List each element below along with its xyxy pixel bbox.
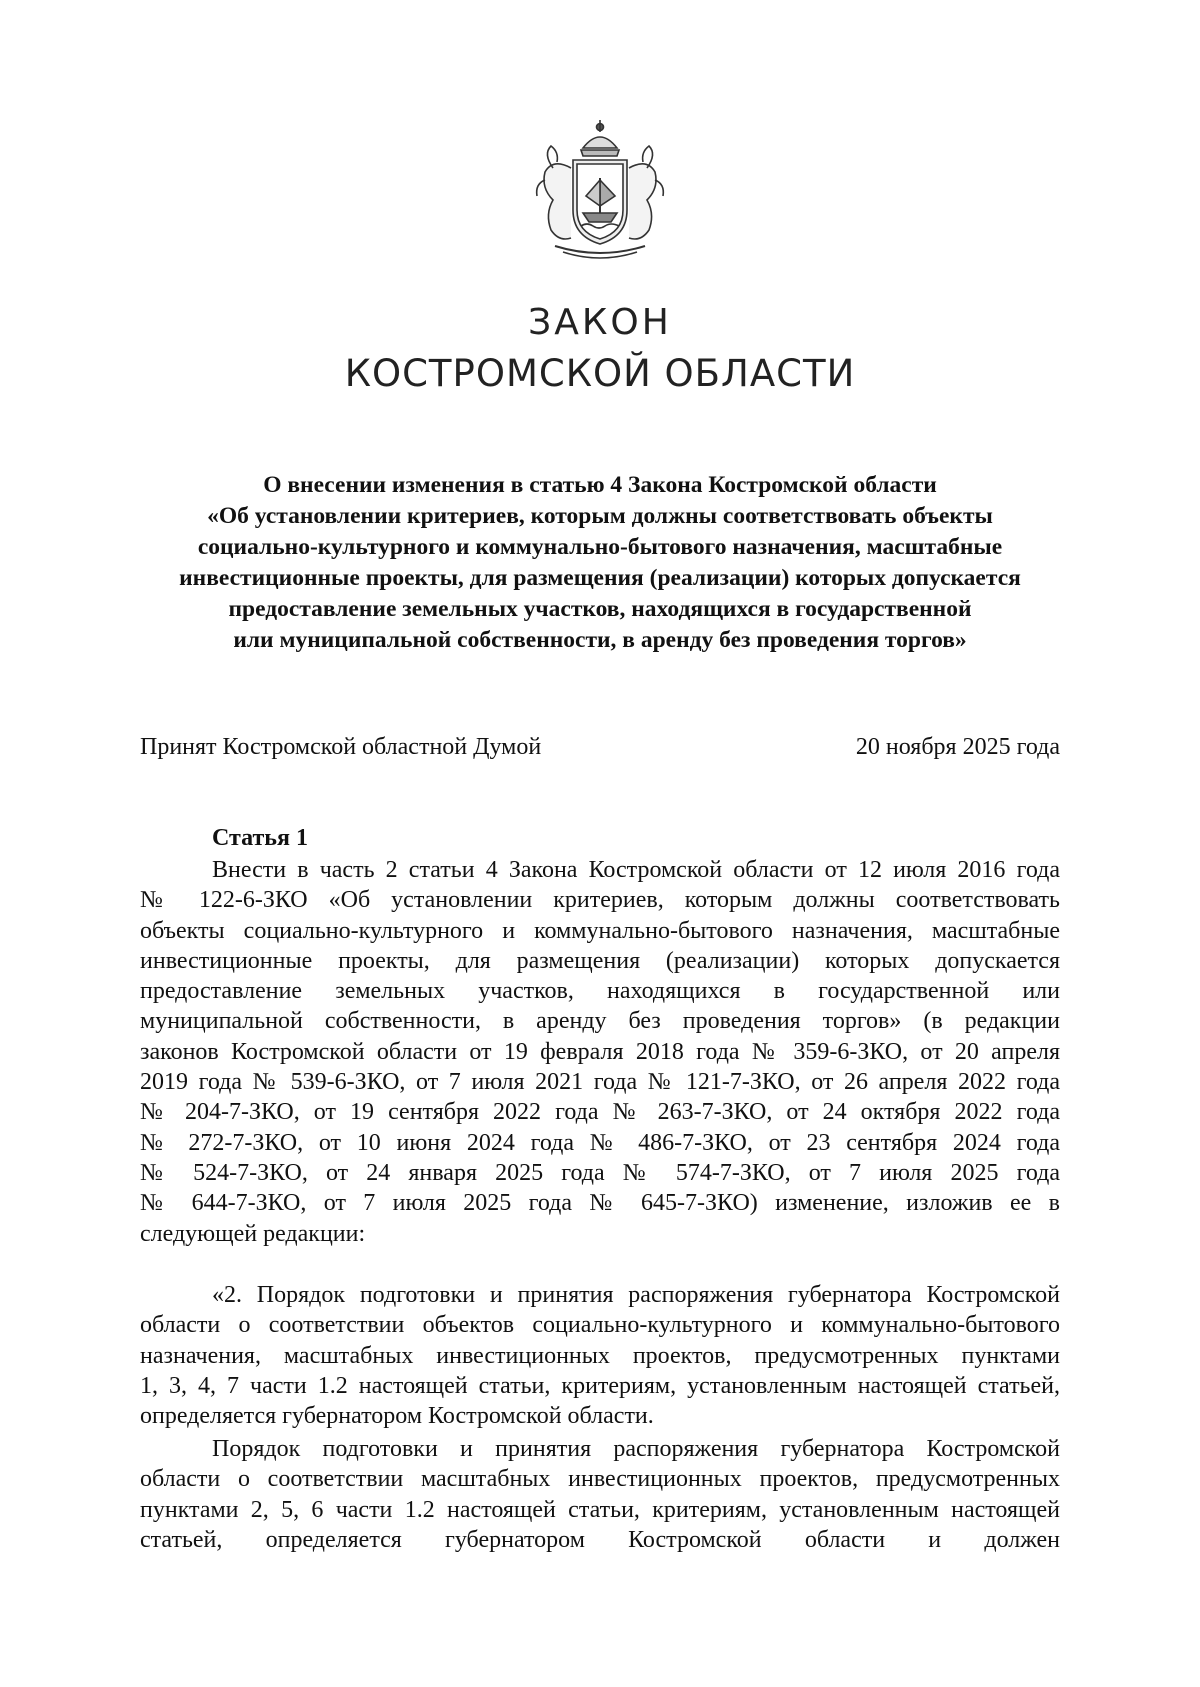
text-line: № 524-7-ЗКО, от 24 января 2025 года № 574-7-ЗКО, от 7 июля 2025 года [140,1159,1060,1186]
text-line: назначения, масштабных инвестиционных проектов, предусмотренных пунктами [140,1342,1060,1369]
text-line: законов Костромской области от 19 февраля 2018 года № 359-6-ЗКО, от 20 апреля [140,1038,1060,1065]
text-line: № 272-7-ЗКО, от 10 июня 2024 года № 486-7-ЗКО, от 23 сентября 2024 года [140,1129,1060,1156]
heading-line: О внесении изменения в статью 4 Закона Костромской области [263,472,937,498]
text-line: области о соответствии объектов социально-культурного и коммунально-бытового [140,1312,1060,1339]
article-paragraph-3 [140,1434,1060,1555]
text-line: 1, 3, 4, 7 части 1.2 настоящей статьи, критериям, установленным настоящей статьей, [140,1372,1060,1399]
text-line: 2019 года № 539-6-ЗКО, от 7 июля 2021 года № 121-7-ЗКО, от 26 апреля 2022 года [140,1069,1060,1096]
article-paragraph-2 [140,1280,1060,1431]
text-line: определяется губернатором Костромской области. [140,1403,654,1430]
article-title: Статья 1 [212,825,308,851]
adopted-by: Принят Костромской областной Думой [140,734,542,760]
text-line: муниципальной собственности, в аренду без проведения торгов» (в редакции [140,1008,1060,1035]
adoption-date: 20 ноября 2025 года [855,734,1060,760]
text-line: № 204-7-ЗКО, от 19 сентября 2022 года № 263-7-ЗКО, от 24 октября 2022 года [140,1099,1060,1126]
heading-line: «Об установлении критериев, которым должны соответствовать объекты [207,503,993,529]
coat-of-arms-icon [515,118,685,268]
text-line: инвестиционные проекты, для размещения (реализации) которых допускается [140,947,1060,974]
text-line: объекты социально-культурного и коммунально-бытового назначения, масштабные [140,917,1060,944]
region-title: КОСТРОМСКОЙ ОБЛАСТИ [344,352,856,395]
heading-line: социально-культурного и коммунально-бытового назначения, масштабные [197,534,1003,560]
heading-line: предоставление земельных участков, находящихся в государственной [228,596,972,622]
text-line: следующей редакции: [140,1220,366,1247]
text-line: Порядок подготовки и принятия распоряжения губернатора Костромской [212,1436,1060,1462]
law-title: ЗАКОН [528,302,672,343]
law-heading [140,470,1060,656]
heading-line: инвестиционные проекты, для размещения (реализации) которых допускается [179,565,1021,591]
text-line: области о соответствии масштабных инвестиционных проектов, предусмотренных [140,1466,1060,1493]
text-line: статьей, определяется губернатором Костромской области и должен [140,1526,1060,1553]
article-paragraph-1 [140,855,1060,1249]
text-line: № 644-7-ЗКО, от 7 июля 2025 года № 645-7-ЗКО) изменение, изложив ее в [140,1190,1060,1217]
text-line: Внести в часть 2 статьи 4 Закона Костромской области от 12 июля 2016 года [212,857,1060,883]
heading-line: или муниципальной собственности, в аренду без проведения торгов» [233,627,967,653]
text-line: № 122-6-ЗКО «Об установлении критериев, которым должны соответствовать [140,887,1060,914]
text-line: «2. Порядок подготовки и принятия распоряжения губернатора Костромской [212,1282,1060,1308]
text-line: предоставление земельных участков, находящихся в государственной или [140,978,1060,1005]
text-line: пунктами 2, 5, 6 части 1.2 настоящей статьи, критериям, установленным настоящей [140,1496,1060,1523]
